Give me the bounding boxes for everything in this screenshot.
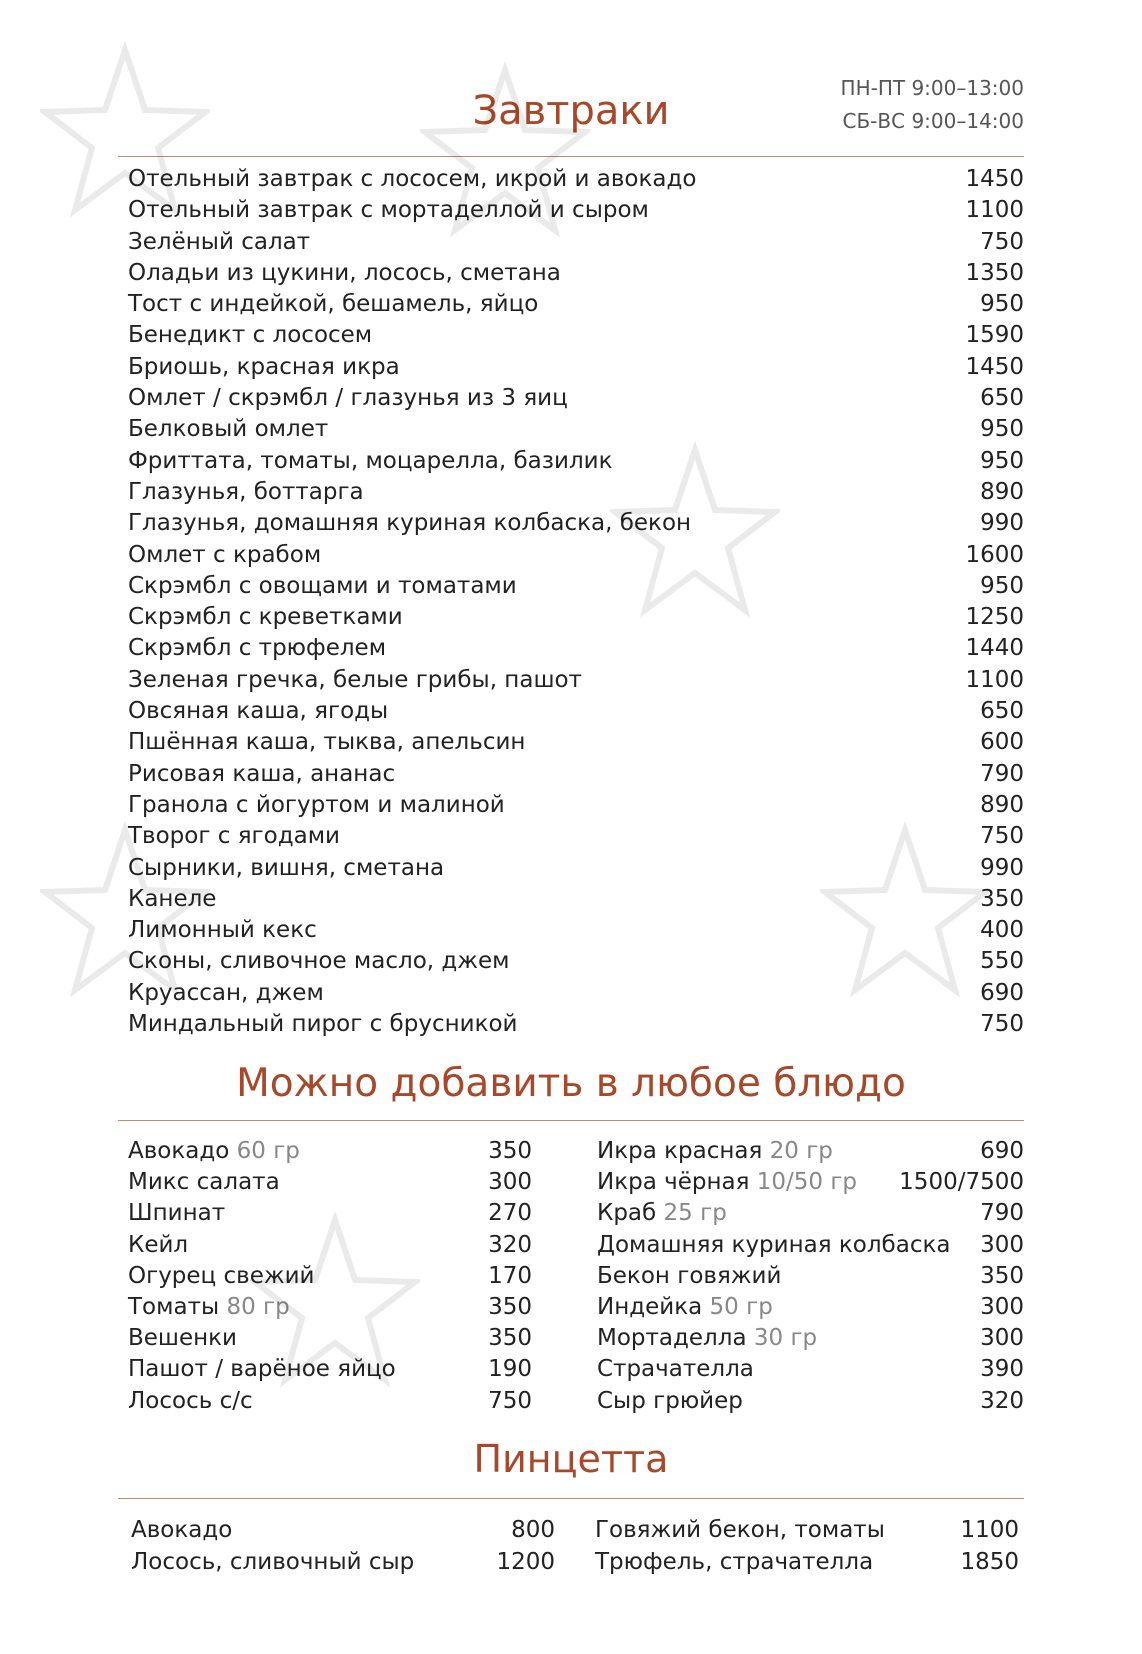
menu-item-price: 950 bbox=[980, 416, 1024, 443]
menu-item bbox=[595, 1515, 1019, 1547]
menu-item-name-wrap bbox=[128, 915, 317, 946]
menu-item-name: Зелёный салат bbox=[128, 228, 311, 255]
menu-item-price: 1100 bbox=[960, 1517, 1019, 1543]
menu-item-name-wrap bbox=[597, 1323, 817, 1354]
menu-item bbox=[128, 1323, 532, 1354]
menu-item bbox=[131, 1547, 555, 1579]
hours-weekdays: ПН-ПТ 9:00–13:00 bbox=[840, 76, 1024, 100]
menu-item-name: Фриттата, томаты, моцарелла, базилик bbox=[128, 447, 613, 474]
menu-item-name: Бекон говяжий bbox=[597, 1262, 782, 1289]
menu-item bbox=[597, 1354, 1024, 1385]
addons-left-list bbox=[128, 1136, 532, 1417]
menu-item-price: 300 bbox=[488, 1169, 532, 1196]
menu-item bbox=[128, 446, 1024, 477]
menu-item-price: 690 bbox=[980, 1138, 1024, 1164]
menu-item-name-wrap bbox=[128, 633, 386, 664]
menu-item-name: Авокадо bbox=[128, 1138, 230, 1164]
menu-item-price: 800 bbox=[511, 1517, 555, 1543]
menu-item-name: Скрэмбл с трюфелем bbox=[128, 635, 387, 662]
menu-item-name: Лимонный кекс bbox=[128, 917, 317, 944]
menu-item-name: Страчателла bbox=[597, 1356, 754, 1383]
menu-item-price: 690 bbox=[980, 979, 1024, 1006]
menu-item bbox=[597, 1167, 1024, 1198]
addons-right-list bbox=[597, 1136, 1024, 1417]
menu-item-name-wrap bbox=[128, 289, 538, 320]
menu-item bbox=[597, 1198, 1024, 1229]
menu-item-name-wrap bbox=[128, 696, 388, 727]
menu-item-weight: 30 гр bbox=[753, 1325, 818, 1352]
menu-item-name-wrap bbox=[128, 352, 400, 383]
menu-item bbox=[128, 790, 1024, 821]
menu-item bbox=[128, 727, 1024, 758]
menu-item bbox=[128, 414, 1024, 445]
menu-item-name: Кейл bbox=[128, 1231, 189, 1258]
menu-item-name: Сырники, вишня, сметана bbox=[128, 854, 445, 881]
menu-item-name-wrap bbox=[128, 414, 328, 445]
menu-item-name-wrap bbox=[128, 540, 321, 571]
menu-item bbox=[128, 633, 1024, 664]
menu-item-price: 1850 bbox=[960, 1548, 1019, 1575]
menu-item-name-wrap bbox=[597, 1354, 754, 1385]
menu-item-name-wrap bbox=[128, 759, 395, 790]
menu-item-name-wrap bbox=[128, 790, 505, 821]
menu-item-name-wrap bbox=[128, 1261, 314, 1292]
menu-item-name: Зеленая гречка, белые грибы, пашот bbox=[128, 666, 582, 693]
menu-item-price: 650 bbox=[980, 385, 1024, 412]
menu-item-name-wrap bbox=[128, 978, 324, 1009]
menu-item-weight: 60 гр bbox=[236, 1138, 300, 1164]
menu-item-name: Огурец свежий bbox=[128, 1262, 315, 1289]
menu-item bbox=[128, 759, 1024, 790]
menu-item bbox=[128, 477, 1024, 508]
menu-item-name-wrap bbox=[128, 320, 372, 351]
menu-item-name: Лосось с/с bbox=[128, 1387, 253, 1414]
menu-item-weight: 25 гр bbox=[663, 1200, 727, 1227]
menu-item bbox=[597, 1323, 1024, 1354]
menu-item bbox=[128, 289, 1024, 320]
menu-item-name: Тост с индейкой, бешамель, яйцо bbox=[128, 291, 539, 318]
menu-item bbox=[128, 571, 1024, 602]
menu-item-price: 1250 bbox=[965, 604, 1024, 631]
menu-item-name-wrap bbox=[128, 383, 568, 414]
menu-item bbox=[128, 320, 1024, 351]
menu-item-name: Вешенки bbox=[128, 1325, 238, 1352]
menu-item bbox=[128, 1136, 532, 1167]
menu-item-name: Омлет с крабом bbox=[128, 541, 322, 568]
menu-item-price: 600 bbox=[980, 729, 1024, 756]
menu-item bbox=[128, 602, 1024, 633]
menu-item-name-wrap bbox=[595, 1547, 873, 1579]
menu-item-price: 550 bbox=[980, 948, 1024, 975]
menu-item bbox=[128, 1167, 532, 1198]
menu-item bbox=[128, 978, 1024, 1009]
menu-item-name: Говяжий бекон, томаты bbox=[595, 1517, 885, 1543]
menu-item bbox=[128, 821, 1024, 852]
menu-item-price: 1590 bbox=[965, 322, 1024, 349]
divider-breakfast bbox=[118, 156, 1024, 157]
menu-item-name: Бенедикт с лососем bbox=[128, 322, 373, 349]
menu-item-name: Краб bbox=[597, 1200, 657, 1227]
menu-item bbox=[128, 1009, 1024, 1040]
menu-item-name-wrap bbox=[128, 227, 310, 258]
menu-item-name-wrap bbox=[128, 1386, 253, 1417]
menu-item-price: 350 bbox=[980, 1262, 1024, 1289]
menu-item-name-wrap bbox=[595, 1515, 885, 1547]
menu-item bbox=[131, 1515, 555, 1547]
menu-item-price: 1100 bbox=[965, 197, 1024, 224]
menu-item-price: 400 bbox=[980, 917, 1024, 944]
menu-item-name: Шпинат bbox=[128, 1200, 226, 1227]
menu-item-name-wrap bbox=[128, 1198, 225, 1229]
menu-item bbox=[128, 915, 1024, 946]
menu-item bbox=[128, 383, 1024, 414]
menu-item-weight: 10/50 гр bbox=[756, 1169, 858, 1196]
menu-item bbox=[128, 665, 1024, 696]
menu-item-name-wrap bbox=[597, 1136, 833, 1167]
menu-item-price: 350 bbox=[980, 885, 1024, 912]
divider-pinchetta bbox=[118, 1498, 1024, 1499]
menu-item-price: 190 bbox=[488, 1356, 532, 1383]
menu-item-name: Скрэмбл с креветками bbox=[128, 604, 403, 631]
menu-item-name-wrap bbox=[128, 821, 340, 852]
menu-item bbox=[128, 227, 1024, 258]
menu-item-name: Отельный завтрак с лососем, икрой и авокадо bbox=[128, 166, 697, 192]
menu-item-price: 750 bbox=[980, 1011, 1024, 1038]
menu-item-name: Глазунья, домашняя куриная колбаска, бекон bbox=[128, 510, 692, 537]
menu-item-name-wrap bbox=[128, 1136, 300, 1167]
menu-item-name-wrap bbox=[128, 258, 561, 289]
menu-item-name: Скрэмбл с овощами и томатами bbox=[128, 572, 517, 599]
menu-item-price: 890 bbox=[980, 478, 1024, 505]
menu-item-name: Пшённая каша, тыква, апельсин bbox=[128, 729, 526, 756]
menu-item-price: 750 bbox=[980, 228, 1024, 255]
menu-item-price: 1600 bbox=[965, 541, 1024, 568]
menu-item-price: 650 bbox=[980, 698, 1024, 725]
menu-item-name-wrap bbox=[128, 1323, 237, 1354]
section-title-pinchetta: Пинцетта bbox=[473, 1437, 669, 1481]
menu-item-price: 300 bbox=[980, 1325, 1024, 1352]
menu-item-price: 950 bbox=[980, 447, 1024, 474]
menu-item-name: Сконы, сливочное масло, джем bbox=[128, 948, 510, 975]
menu-item-name-wrap bbox=[128, 727, 525, 758]
menu-item-name: Томаты bbox=[128, 1294, 220, 1321]
pinchetta-left-list bbox=[131, 1515, 555, 1578]
menu-item bbox=[597, 1136, 1024, 1167]
menu-item bbox=[595, 1547, 1019, 1579]
menu-item-name: Отельный завтрак с мортаделлой и сыром bbox=[128, 197, 649, 224]
menu-item bbox=[128, 195, 1024, 226]
menu-item-price: 890 bbox=[980, 791, 1024, 818]
menu-item-name-wrap bbox=[128, 195, 649, 226]
menu-item-name: Домашняя куриная колбаска bbox=[597, 1231, 951, 1258]
menu-item-name-wrap bbox=[128, 1167, 280, 1198]
menu-item-price: 300 bbox=[980, 1294, 1024, 1321]
menu-item-price: 990 bbox=[980, 854, 1024, 881]
menu-item-name: Миндальный пирог с брусникой bbox=[128, 1011, 518, 1038]
menu-item-price: 1100 bbox=[965, 666, 1024, 693]
menu-item bbox=[128, 1198, 532, 1229]
menu-item bbox=[128, 1354, 532, 1385]
menu-item-name: Микс салата bbox=[128, 1169, 280, 1196]
menu-item bbox=[128, 164, 1024, 195]
menu-item bbox=[597, 1261, 1024, 1292]
menu-item-name-wrap bbox=[128, 1009, 517, 1040]
menu-item-name-wrap bbox=[128, 946, 510, 977]
menu-item-name-wrap bbox=[128, 164, 696, 195]
menu-item-name-wrap bbox=[597, 1261, 781, 1292]
menu-item bbox=[597, 1230, 1024, 1261]
menu-item-name-wrap bbox=[128, 665, 582, 696]
menu-item-name: Трюфель, страчателла bbox=[595, 1548, 874, 1575]
pinchetta-right-list bbox=[595, 1515, 1019, 1578]
menu-item bbox=[128, 884, 1024, 915]
menu-item bbox=[128, 258, 1024, 289]
menu-item-price: 350 bbox=[488, 1325, 532, 1352]
menu-item-price: 1440 bbox=[965, 635, 1024, 662]
menu-item-price: 950 bbox=[980, 572, 1024, 599]
menu-item-weight: 80 гр bbox=[226, 1294, 290, 1321]
menu-item-name-wrap bbox=[128, 571, 517, 602]
menu-item-name: Творог с ягодами bbox=[128, 823, 340, 850]
menu-item-name-wrap bbox=[128, 1354, 396, 1385]
menu-item-name: Омлет / скрэмбл / глазунья из 3 яиц bbox=[128, 385, 568, 412]
menu-item-price: 320 bbox=[488, 1231, 532, 1258]
menu-item-name-wrap bbox=[597, 1198, 727, 1229]
menu-item-name: Авокадо bbox=[131, 1517, 233, 1543]
menu-item bbox=[597, 1386, 1024, 1417]
menu-item-price: 270 bbox=[488, 1200, 532, 1227]
menu-item-name: Мортаделла bbox=[597, 1325, 747, 1352]
divider-addons bbox=[118, 1120, 1024, 1121]
menu-item-price: 990 bbox=[980, 510, 1024, 537]
menu-item-name-wrap bbox=[128, 508, 691, 539]
menu-item-name-wrap bbox=[597, 1230, 950, 1261]
menu-item-name-wrap bbox=[128, 446, 612, 477]
menu-item-name: Индейка bbox=[597, 1294, 703, 1321]
menu-item-name-wrap bbox=[128, 884, 216, 915]
menu-item-name: Сыр грюйер bbox=[597, 1387, 743, 1414]
menu-item-price: 1500/7500 bbox=[899, 1169, 1024, 1196]
menu-item-name: Лосось, сливочный сыр bbox=[131, 1548, 415, 1575]
menu-item-name-wrap bbox=[128, 853, 444, 884]
menu-item-price: 790 bbox=[980, 760, 1024, 787]
menu-item-name: Оладьи из цукини, лосось, сметана bbox=[128, 259, 561, 286]
menu-item-price: 750 bbox=[488, 1387, 532, 1414]
menu-item-name: Рисовая каша, ананас bbox=[128, 760, 396, 787]
menu-item bbox=[128, 696, 1024, 727]
menu-item-price: 170 bbox=[488, 1262, 532, 1289]
menu-item-name-wrap bbox=[597, 1167, 857, 1198]
menu-item bbox=[128, 508, 1024, 539]
menu-item-name: Пашот / варёное яйцо bbox=[128, 1356, 396, 1383]
menu-item-price: 1350 bbox=[965, 259, 1024, 286]
menu-item-name: Икра красная bbox=[597, 1138, 763, 1164]
menu-item-price: 790 bbox=[980, 1200, 1024, 1227]
menu-item-name-wrap bbox=[128, 1230, 188, 1261]
menu-item bbox=[128, 1292, 532, 1323]
menu-item bbox=[128, 1386, 532, 1417]
menu-item-name-wrap bbox=[597, 1292, 773, 1323]
menu-item bbox=[128, 1261, 532, 1292]
menu-item bbox=[128, 540, 1024, 571]
menu-item-price: 300 bbox=[980, 1231, 1024, 1258]
menu-item-weight: 50 гр bbox=[709, 1294, 773, 1321]
menu-item-name-wrap bbox=[131, 1547, 414, 1579]
section-title-breakfast: Завтраки bbox=[472, 88, 670, 134]
menu-item bbox=[597, 1292, 1024, 1323]
menu-item-price: 390 bbox=[980, 1356, 1024, 1383]
menu-item-name-wrap bbox=[131, 1515, 232, 1547]
menu-item-name-wrap bbox=[128, 477, 364, 508]
menu-item-name-wrap bbox=[128, 602, 403, 633]
menu-item-price: 320 bbox=[980, 1387, 1024, 1414]
menu-item-name: Икра чёрная bbox=[597, 1169, 750, 1196]
hours-weekend: СБ-ВС 9:00–14:00 bbox=[842, 109, 1024, 133]
menu-item bbox=[128, 853, 1024, 884]
menu-item-price: 1450 bbox=[965, 353, 1024, 380]
menu-item-price: 750 bbox=[980, 823, 1024, 850]
menu-item-price: 1200 bbox=[496, 1548, 555, 1575]
menu-item-price: 950 bbox=[980, 291, 1024, 318]
menu-item-name: Канеле bbox=[128, 885, 217, 912]
menu-item bbox=[128, 352, 1024, 383]
menu-item-name: Гранола с йогуртом и малиной bbox=[128, 791, 505, 818]
menu-item-weight: 20 гр bbox=[769, 1138, 833, 1164]
menu-item bbox=[128, 1230, 532, 1261]
menu-item-name-wrap bbox=[128, 1292, 290, 1323]
menu-item-name: Круассан, джем bbox=[128, 979, 324, 1006]
menu-item bbox=[128, 946, 1024, 977]
menu-item-name: Глазунья, боттарга bbox=[128, 478, 364, 505]
section-title-addons: Можно добавить в любое блюдо bbox=[236, 1061, 906, 1106]
menu-item-name-wrap bbox=[597, 1386, 743, 1417]
menu-item-name: Белковый омлет bbox=[128, 416, 329, 443]
menu-item-price: 350 bbox=[488, 1294, 532, 1321]
menu-item-price: 350 bbox=[488, 1138, 532, 1164]
breakfast-list bbox=[128, 164, 1024, 1040]
menu-item-name: Бриошь, красная икра bbox=[128, 353, 400, 380]
menu-item-name: Овсяная каша, ягоды bbox=[128, 698, 389, 725]
menu-item-price: 1450 bbox=[965, 166, 1024, 192]
